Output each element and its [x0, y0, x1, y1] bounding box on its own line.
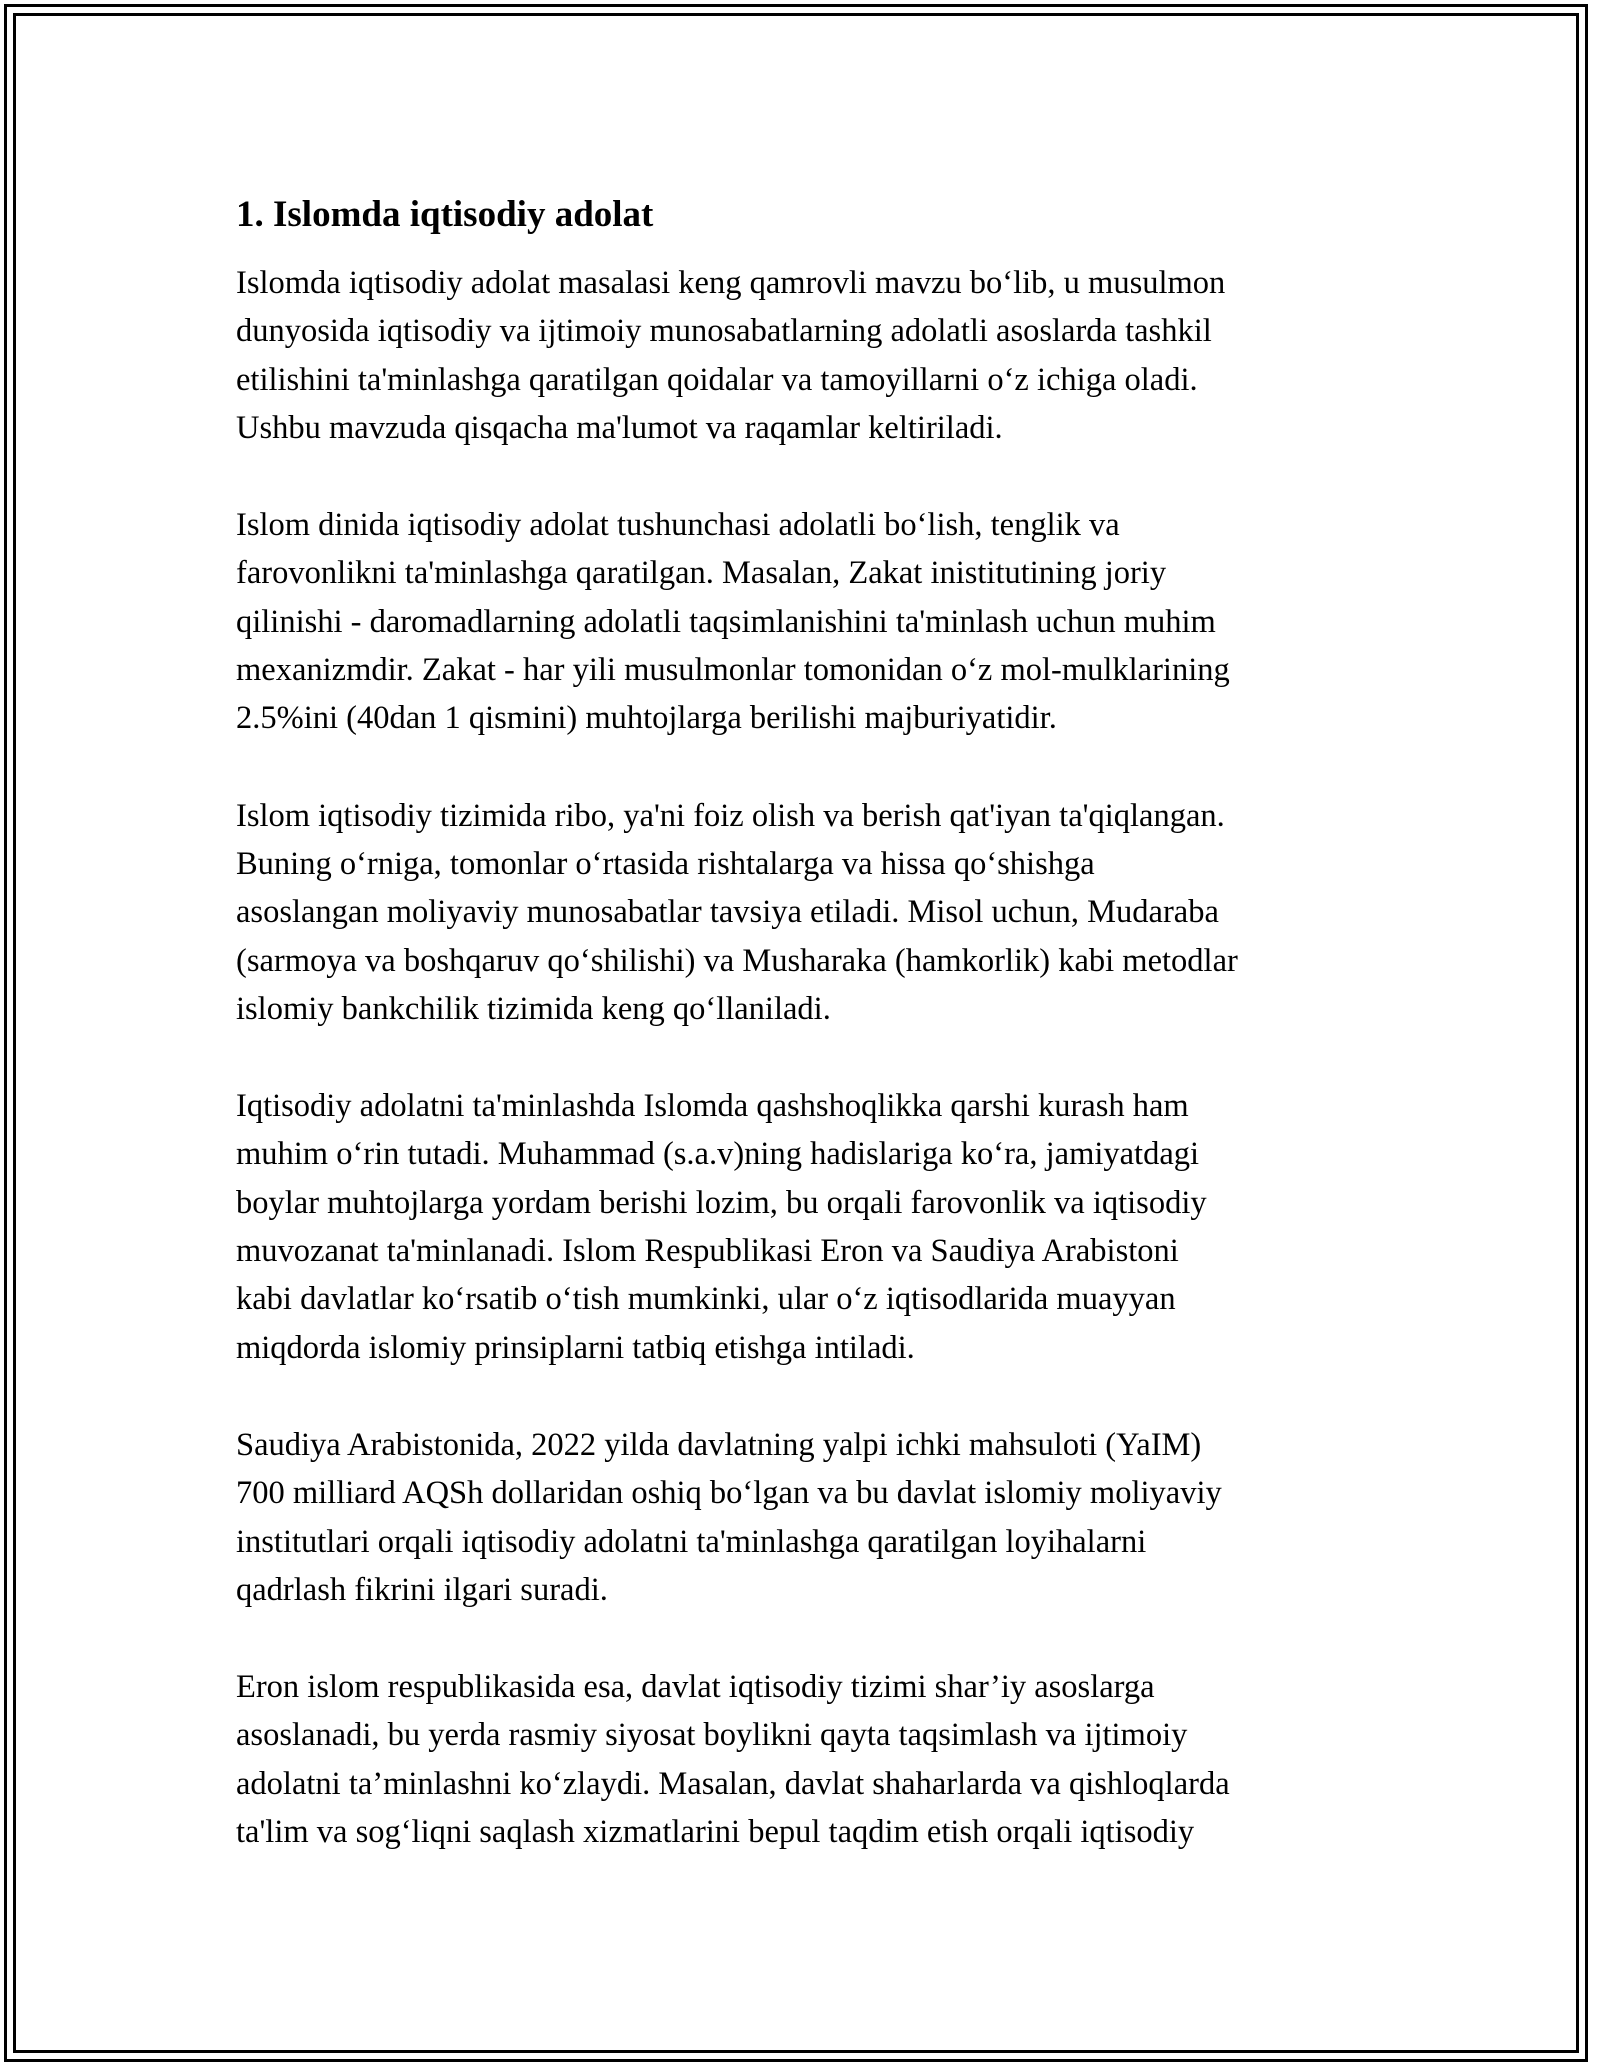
paragraph-1	[236, 259, 1376, 452]
text-line: Ushbu mavzuda qisqacha ma'lumot va raqamlar keltiriladi.	[236, 409, 1003, 446]
text-line: dunyosida iqtisodiy va ijtimoiy munosabatlarning adolatli asoslarda tashkil	[236, 313, 1212, 350]
text-line: Islom dinida iqtisodiy adolat tushunchasi adolatli bo‘lish, tenglik va	[236, 507, 1120, 544]
text-line: qadrlash fikrini ilgari suradi.	[236, 1571, 608, 1608]
text-line: asoslangan moliyaviy munosabatlar tavsiya etiladi. Misol uchun, Mudaraba	[236, 894, 1219, 931]
text-line: ta'lim va sog‘liqni saqlash xizmatlarini bepul taqdim etish orqali iqtisodiy	[236, 1814, 1195, 1851]
text-line: kabi davlatlar ko‘rsatib o‘tish mumkinki, ular o‘z iqtisodlarida muayyan	[236, 1281, 1176, 1318]
paragraph-3	[236, 792, 1376, 1033]
text-line: farovonlikni ta'minlashga qaratilgan. Masalan, Zakat inistitutining joriy	[236, 555, 1167, 592]
text-line: 700 milliard AQSh dollaridan oshiq bo‘lgan va bu davlat islomiy moliyaviy	[236, 1475, 1222, 1512]
paragraph-6	[236, 1663, 1376, 1856]
text-line: muhim o‘rin tutadi. Muhammad (s.a.v)ning hadislariga ko‘ra, jamiyatdagi	[236, 1136, 1200, 1173]
text-line: Eron islom respublikasida esa, davlat iqtisodiy tizimi shar’iy asoslarga	[236, 1669, 1155, 1706]
text-line: Islom iqtisodiy tizimida ribo, ya'ni foiz olish va berish qat'iyan ta'qiqlangan.	[236, 797, 1225, 834]
text-line: institutlari orqali iqtisodiy adolatni ta'minlashga qaratilgan loyihalarni	[236, 1523, 1147, 1560]
text-line: Iqtisodiy adolatni ta'minlashda Islomda qashshoqlikka qarshi kurash ham	[236, 1088, 1189, 1125]
document-body	[236, 186, 1376, 1905]
text-line: Saudiya Arabistonida, 2022 yilda davlatning yalpi ichki mahsuloti (YaIM)	[236, 1426, 1202, 1463]
text-line: miqdorda islomiy prinsiplarni tatbiq etishga intiladi.	[236, 1329, 915, 1366]
text-line: 2.5%ini (40dan 1 qismini) muhtojlarga berilishi majburiyatidir.	[236, 700, 1057, 737]
section-title: 1. Islomda iqtisodiy adolat	[236, 194, 654, 235]
text-line: etilishini ta'minlashga qaratilgan qoidalar va tamoyillarni o‘z ichiga oladi.	[236, 361, 1198, 398]
paragraph-4	[236, 1082, 1376, 1372]
text-line: Buning o‘rniga, tomonlar o‘rtasida rishtalarga va hissa qo‘shishga	[236, 845, 1095, 882]
paragraph-2	[236, 501, 1376, 742]
paragraph-5	[236, 1421, 1376, 1614]
text-line: muvozanat ta'minlanadi. Islom Respublikasi Eron va Saudiya Arabistoni	[236, 1233, 1179, 1270]
text-line: adolatni ta’minlashni ko‘zlaydi. Masalan, davlat shaharlarda va qishloqlarda	[236, 1765, 1230, 1802]
text-line: qilinishi - daromadlarning adolatli taqsimlanishini ta'minlash uchun muhim	[236, 603, 1216, 640]
text-line: boylar muhtojlarga yordam berishi lozim, bu orqali farovonlik va iqtisodiy	[236, 1184, 1207, 1221]
text-line: Islomda iqtisodiy adolat masalasi keng qamrovli mavzu bo‘lib, u musulmon	[236, 265, 1226, 301]
text-line: (sarmoya va boshqaruv qo‘shilishi) va Musharaka (hamkorlik) kabi metodlar	[236, 942, 1238, 979]
text-line: mexanizmdir. Zakat - har yili musulmonlar tomonidan o‘z mol-mulklarining	[236, 652, 1230, 689]
text-line: islomiy bankchilik tizimida keng qo‘llaniladi.	[236, 990, 831, 1027]
text-line: asoslanadi, bu yerda rasmiy siyosat boylikni qayta taqsimlash va ijtimoiy	[236, 1717, 1188, 1754]
